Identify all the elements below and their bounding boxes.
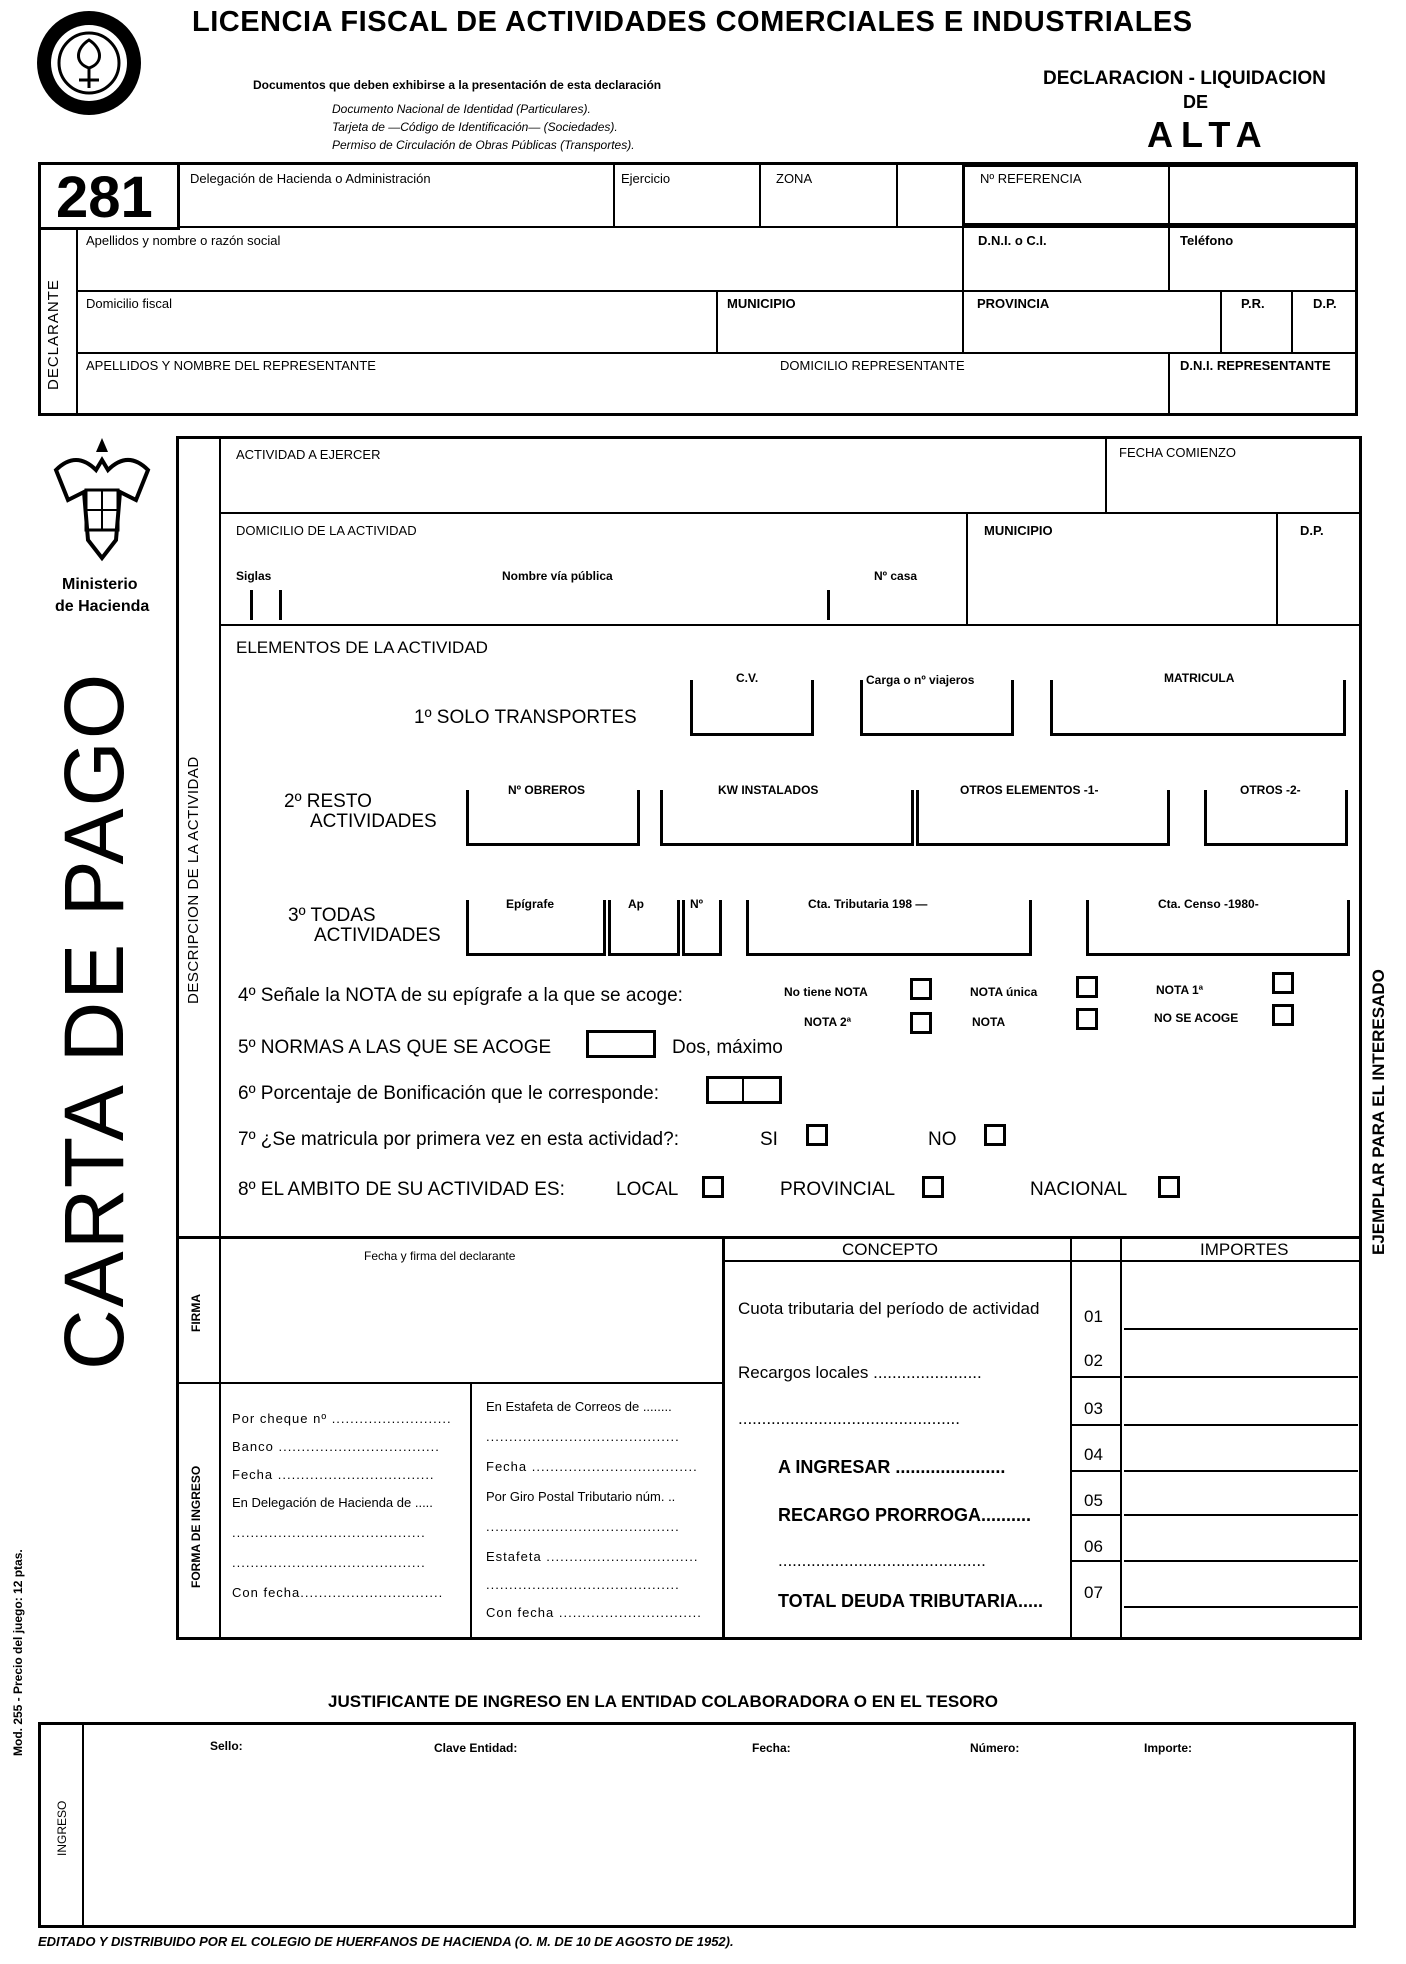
epigrafe-input[interactable]: [466, 897, 606, 956]
declaracion-line2: DE: [1183, 92, 1209, 112]
normas-input[interactable]: [586, 1030, 656, 1058]
nota-label: NOTA: [972, 1015, 1006, 1029]
dp-input[interactable]: [1295, 312, 1355, 348]
ap-label: Ap: [628, 897, 644, 911]
concepto-row-4-code: 04: [1084, 1445, 1103, 1464]
dp-actividad-label: D.P.: [1300, 523, 1324, 538]
cta-censo-label: Cta. Censo -1980-: [1158, 897, 1259, 911]
siglas-input[interactable]: [250, 590, 282, 620]
delegacion-label: Delegación de Hacienda o Administración: [190, 171, 431, 186]
representante-label: APELLIDOS Y NOMBRE DEL REPRESENTANTE: [86, 358, 376, 373]
domicilio-fiscal-label: Domicilio fiscal: [86, 296, 172, 311]
dp-label: D.P.: [1313, 296, 1337, 311]
num-label: Nº: [690, 897, 704, 911]
nacional-checkbox[interactable]: [1158, 1176, 1180, 1198]
importe-06-input[interactable]: [1124, 1518, 1358, 1562]
num-casa-input[interactable]: [836, 590, 962, 620]
justificante-title: JUSTIFICANTE DE INGRESO EN LA ENTIDAD COLABORADORA O EN EL TESORO: [328, 1692, 998, 1711]
declarante-tab: DECLARANTE: [45, 279, 62, 390]
sello-label: Sello:: [210, 1739, 243, 1753]
q7-label: 7º ¿Se matricula por primera vez en esta actividad?:: [238, 1129, 679, 1150]
docs-title: Documentos que deben exhibirse a la presentación de esta declaración: [253, 78, 662, 92]
dni-rep-input[interactable]: [1172, 374, 1356, 412]
descripcion-tab: DESCRIPCION DE LA ACTIVIDAD: [185, 756, 202, 1004]
ministry-line1: Ministerio: [62, 576, 138, 593]
no-checkbox[interactable]: [984, 1124, 1006, 1146]
concepto-row-2-label: Recargos locales .......................: [738, 1363, 982, 1382]
forma-ingreso-tab: FORMA DE INGRESO: [189, 1465, 203, 1588]
q8-label: 8º EL AMBITO DE SU ACTIVIDAD ES:: [238, 1179, 565, 1200]
ingreso-right-8: Con fecha ...............................: [486, 1605, 702, 1620]
importe-04-input[interactable]: [1124, 1428, 1358, 1472]
kw-label: KW INSTALADOS: [718, 783, 819, 797]
actividad-input[interactable]: [224, 464, 1100, 510]
nota-1-label: NOTA 1ª: [1156, 983, 1204, 997]
q6-label: 6º Porcentaje de Bonificación que le corresponde:: [238, 1083, 659, 1104]
resto-label-1: 2º RESTO: [284, 791, 372, 812]
domicilio-fiscal-input[interactable]: [80, 312, 714, 348]
zona-label: ZONA: [776, 171, 813, 186]
firma-label: Fecha y firma del declarante: [364, 1249, 516, 1263]
ingreso-left-2: Banco ...................................: [232, 1439, 440, 1454]
q5-note: Dos, máximo: [672, 1037, 783, 1058]
clave-entidad-label: Clave Entidad:: [434, 1741, 518, 1755]
no-tiene-nota-label: No tiene NOTA: [784, 985, 868, 999]
provincia-label: PROVINCIA: [977, 296, 1050, 311]
carta-de-pago: CARTA DE PAGO: [47, 671, 141, 1370]
importe-01-input[interactable]: [1124, 1284, 1358, 1330]
domicilio-rep-input[interactable]: [770, 374, 1166, 412]
doc-item-1: Documento Nacional de Identidad (Particulares).: [332, 102, 591, 116]
ingreso-right-1: En Estafeta de Correos de ........: [486, 1399, 672, 1414]
ingreso-left-7: Con fecha...............................: [232, 1585, 444, 1600]
concepto-header: CONCEPTO: [842, 1240, 939, 1259]
fecha-comienzo-input[interactable]: [1110, 464, 1358, 510]
nombre-via-label: Nombre vía pública: [502, 569, 613, 583]
si-label: SI: [760, 1129, 778, 1150]
municipio-actividad-label: MUNICIPIO: [984, 523, 1053, 538]
ingreso-right-2: ..........................................: [486, 1429, 680, 1444]
nombre-via-input[interactable]: [290, 590, 830, 620]
declaracion-type: ALTA: [1147, 114, 1270, 155]
local-label: LOCAL: [616, 1179, 679, 1200]
q4-label: 4º Señale la NOTA de su epígrafe a la que se acoge:: [238, 985, 683, 1006]
ingreso-left-4: En Delegación de Hacienda de .....: [232, 1495, 433, 1510]
todas-label-1: 3º TODAS: [288, 905, 376, 926]
fecha-ingreso-label: Fecha:: [752, 1741, 791, 1755]
ingreso-right-6: Estafeta .................................: [486, 1549, 699, 1564]
apellidos-label: Apellidos y nombre o razón social: [86, 233, 281, 248]
kw-input[interactable]: [660, 790, 914, 846]
no-se-acoge-checkbox[interactable]: [1272, 1004, 1294, 1026]
carga-label: Carga o nº viajeros: [866, 673, 975, 687]
footer-text: EDITADO Y DISTRIBUIDO POR EL COLEGIO DE HUERFANOS DE HACIENDA (O. M. DE 10 DE AGOSTO DE 1952).: [38, 1934, 734, 1949]
nota-1-checkbox[interactable]: [1272, 972, 1294, 994]
ap-input[interactable]: [608, 897, 680, 956]
provincia-input[interactable]: [966, 312, 1218, 348]
cv-input[interactable]: [690, 680, 814, 736]
doc-item-3: Permiso de Circulación de Obras Públicas (Transportes).: [332, 138, 635, 152]
solo-transportes-label: 1º SOLO TRANSPORTES: [414, 707, 637, 728]
fecha-comienzo-label: FECHA COMIENZO: [1119, 445, 1237, 460]
nota-2-label: NOTA 2ª: [804, 1015, 852, 1029]
otros2-label: OTROS -2-: [1240, 783, 1301, 797]
concepto-row-7-label: TOTAL DEUDA TRIBUTARIA.....: [778, 1591, 1043, 1611]
si-checkbox[interactable]: [806, 1124, 828, 1146]
ingreso-left-3: Fecha ..................................: [232, 1467, 435, 1482]
q5-label: 5º NORMAS A LAS QUE SE ACOGE: [238, 1037, 552, 1058]
form-title: LICENCIA FISCAL DE ACTIVIDADES COMERCIALES E INDUSTRIALES: [192, 6, 1193, 38]
numero-label: Número:: [970, 1741, 1020, 1755]
cta-censo-input[interactable]: [1086, 897, 1350, 956]
todas-label-2: ACTIVIDADES: [314, 925, 441, 946]
epigrafe-label: Epígrafe: [506, 897, 555, 911]
cv-label: C.V.: [736, 671, 759, 685]
nacional-label: NACIONAL: [1030, 1179, 1128, 1200]
obreros-label: Nº OBREROS: [508, 783, 586, 797]
concepto-row-5-label: RECARGO PRORROGA..........: [778, 1505, 1032, 1525]
municipio-actividad-input[interactable]: [970, 542, 1272, 620]
referencia-input[interactable]: [1170, 166, 1355, 224]
nota-unica-checkbox[interactable]: [1076, 976, 1098, 998]
municipio-input[interactable]: [720, 312, 960, 348]
importe-03-input[interactable]: [1124, 1380, 1358, 1426]
siglas-label: Siglas: [236, 569, 272, 583]
elementos-label: ELEMENTOS DE LA ACTIVIDAD: [236, 638, 488, 657]
bonificacion-input[interactable]: [706, 1076, 782, 1104]
ejercicio-label: Ejercicio: [621, 171, 671, 186]
provincial-checkbox[interactable]: [922, 1176, 944, 1198]
dni-rep-label: D.N.I. REPRESENTANTE: [1180, 358, 1331, 373]
matricula-label: MATRICULA: [1164, 671, 1235, 685]
resto-label-2: ACTIVIDADES: [310, 811, 437, 832]
representante-input[interactable]: [80, 374, 760, 412]
concepto-row-1-code: 01: [1084, 1307, 1103, 1326]
concepto-row-3-label: ...............................................: [738, 1409, 960, 1428]
dni-label: D.N.I. o C.I.: [978, 233, 1047, 248]
ingreso-left-6: ..........................................: [232, 1555, 426, 1570]
ingreso-left-5: ..........................................: [232, 1525, 426, 1540]
price-label: Mod. 255 - Precio del juego: 12 ptas.: [11, 1549, 25, 1756]
concepto-row-7-code: 07: [1084, 1583, 1103, 1602]
pr-label: P.R.: [1241, 296, 1265, 311]
ingreso-right-4: Por Giro Postal Tributario núm. ..: [486, 1489, 676, 1504]
form-number: 281: [56, 165, 153, 230]
dni-input[interactable]: [966, 250, 1164, 288]
carga-input[interactable]: [860, 680, 1014, 736]
concepto-row-2-code: 02: [1084, 1351, 1103, 1370]
ingreso-right-3: Fecha ....................................: [486, 1459, 698, 1474]
apellidos-input[interactable]: [80, 250, 960, 288]
concepto-row-3-code: 03: [1084, 1399, 1103, 1418]
domicilio-actividad-label: DOMICILIO DE LA ACTIVIDAD: [236, 523, 417, 538]
concepto-row-4-label: A INGRESAR ......................: [778, 1457, 1006, 1477]
nota-checkbox[interactable]: [1076, 1008, 1098, 1030]
importe-05-input[interactable]: [1124, 1474, 1358, 1516]
local-checkbox[interactable]: [702, 1176, 724, 1198]
no-label: NO: [928, 1129, 957, 1150]
num-input[interactable]: [682, 897, 722, 956]
concepto-row-6-code: 06: [1084, 1537, 1103, 1556]
num-casa-label: Nº casa: [874, 569, 918, 583]
declaracion-line1: DECLARACION - LIQUIDACION: [1043, 68, 1326, 89]
concepto-row-6-label: ............................................: [778, 1551, 986, 1570]
obreros-input[interactable]: [466, 790, 640, 846]
justificante-area[interactable]: [88, 1762, 1352, 1922]
referencia-label: Nº REFERENCIA: [980, 171, 1082, 186]
otros2-input[interactable]: [1204, 790, 1348, 846]
provincial-label: PROVINCIAL: [780, 1179, 896, 1200]
nota-2-checkbox[interactable]: [910, 1012, 932, 1034]
otros1-input[interactable]: [916, 790, 1170, 846]
concepto-row-1-label: Cuota tributaria del período de actividad: [738, 1299, 1040, 1318]
ejemplar-label: EJEMPLAR PARA EL INTERESADO: [1369, 969, 1388, 1255]
telefono-label: Teléfono: [1180, 233, 1234, 248]
pr-input[interactable]: [1224, 312, 1288, 348]
doc-item-2: Tarjeta de —Código de Identificación— (Sociedades).: [332, 120, 618, 134]
importe-label: Importe:: [1144, 1741, 1192, 1755]
nota-unica-label: NOTA única: [970, 985, 1038, 999]
ingreso-right-5: ..........................................: [486, 1519, 680, 1534]
municipio-label: MUNICIPIO: [727, 296, 796, 311]
dp-actividad-input[interactable]: [1280, 542, 1358, 620]
importe-02-input[interactable]: [1124, 1332, 1358, 1378]
ingreso-left-1: Por cheque nº ..........................: [232, 1411, 452, 1426]
ingreso-right-7: ..........................................: [486, 1577, 680, 1592]
concepto-row-5-code: 05: [1084, 1491, 1103, 1510]
ministry-line2: de Hacienda: [55, 598, 150, 615]
otros1-label: OTROS ELEMENTOS -1-: [960, 783, 1099, 797]
domicilio-rep-label: DOMICILIO REPRESENTANTE: [780, 358, 965, 373]
matricula-input[interactable]: [1050, 680, 1346, 736]
seal-logo: [34, 8, 144, 118]
cta-tributaria-label: Cta. Tributaria 198 —: [808, 897, 928, 911]
telefono-input[interactable]: [1172, 250, 1354, 288]
no-tiene-nota-checkbox[interactable]: [910, 978, 932, 1000]
ingreso-tab: INGRESO: [55, 1800, 69, 1856]
actividad-label: ACTIVIDAD A EJERCER: [236, 447, 381, 462]
eagle-emblem-icon: [46, 430, 158, 570]
firma-area[interactable]: [224, 1270, 718, 1380]
no-se-acoge-label: NO SE ACOGE: [1154, 1011, 1239, 1025]
cta-tributaria-input[interactable]: [746, 897, 1032, 956]
importes-header: IMPORTES: [1200, 1240, 1289, 1259]
importe-07-input[interactable]: [1124, 1564, 1358, 1608]
firma-tab: FIRMA: [189, 1294, 203, 1332]
